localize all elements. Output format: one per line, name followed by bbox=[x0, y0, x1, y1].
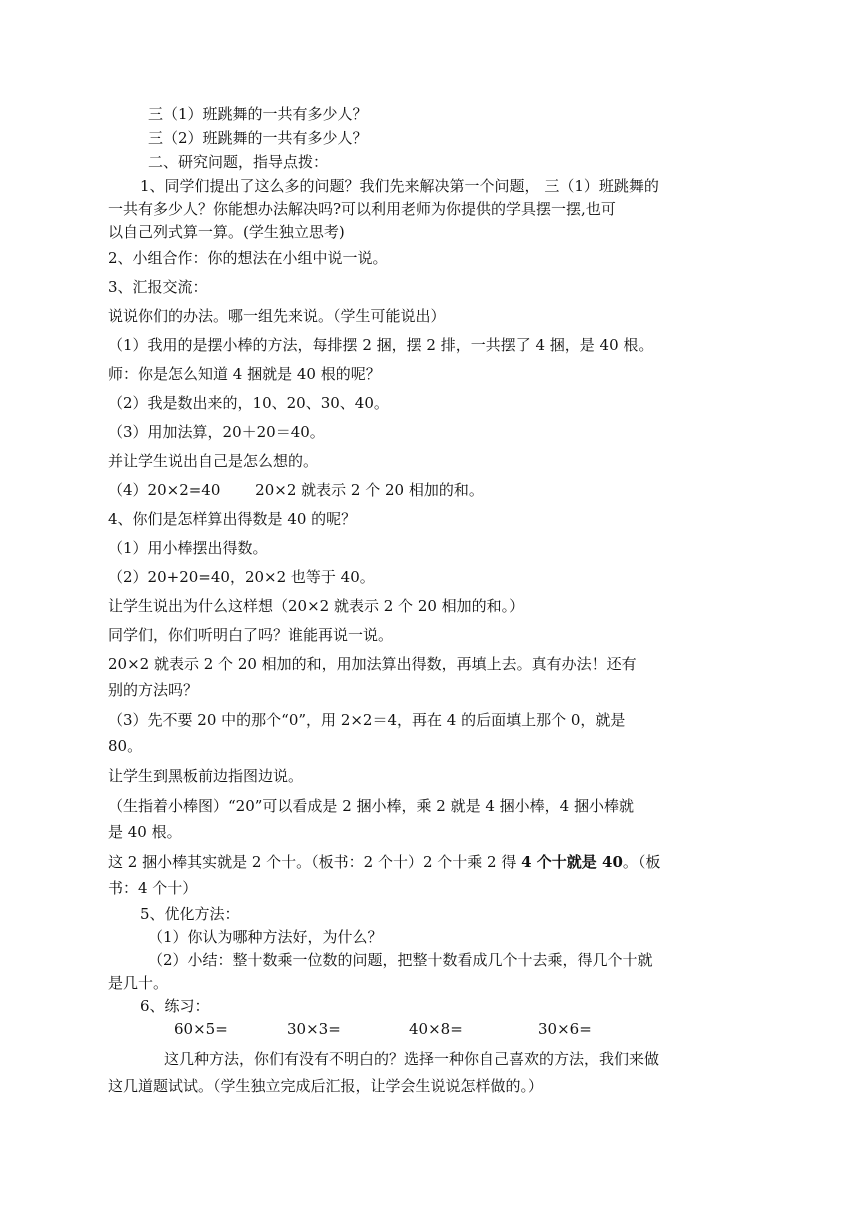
board-note-after: 。（板 bbox=[622, 853, 661, 871]
text-line: 2、小组合作：你的想法在小组中说一说。 bbox=[108, 249, 388, 267]
exercise-item: 30×3= bbox=[287, 1020, 341, 1038]
text-line: 让学生到黑板前边指图边说。 bbox=[108, 767, 304, 785]
text-line: 并让学生说出自己是怎么想的。 bbox=[108, 452, 319, 470]
board-note-before: 这 2 捆小棒其实就是 2 个十。（板书：2 个十）2 个十乘 2 得 bbox=[108, 853, 522, 871]
text-line: 说说你们的办法。哪一组先来说。（学生可能说出） bbox=[108, 307, 446, 325]
board-note-bold: 4 个十就是 40 bbox=[521, 853, 623, 871]
text-line: 3、汇报交流： bbox=[108, 278, 208, 296]
text-line: 20×2 就表示 2 个 20 相加的和，用加法算出得数，再填上去。真有办法！还有 bbox=[108, 655, 637, 673]
text-line: 一共有多少人？你能想办法解决吗?可以利用老师为你提供的学具摆一摆,也可 bbox=[108, 200, 616, 218]
text-line: 师：你是怎么知道 4 捆就是 40 根的呢？ bbox=[108, 365, 381, 383]
text-line: （4）20×2=40 20×2 就表示 2 个 20 相加的和。 bbox=[108, 481, 484, 499]
text-line: 同学们，你们听明白了吗？谁能再说一说。 bbox=[108, 626, 394, 644]
section-heading: 二、研究问题，指导点拨： bbox=[148, 153, 329, 171]
text-line: 1、同学们提出了这么多的问题？我们先来解决第一个问题， 三（1）班跳舞的 bbox=[140, 177, 659, 195]
section-heading: 5、优化方法： bbox=[140, 905, 240, 923]
exercise-item: 40×8= bbox=[409, 1020, 463, 1038]
exercise-item: 30×6= bbox=[538, 1020, 592, 1038]
text-line: 4、你们是怎样算出得数是 40 的呢？ bbox=[108, 510, 357, 528]
text-line: 让学生说出为什么这样想（20×2 就表示 2 个 20 相加的和。） bbox=[108, 597, 525, 615]
text-line: 是几十。 bbox=[108, 974, 169, 992]
text-line: 别的方法吗？ bbox=[108, 681, 199, 699]
text-line: （1）你认为哪种方法好，为什么？ bbox=[148, 928, 383, 946]
text-line: （3）用加法算，20＋20＝40。 bbox=[108, 423, 325, 441]
exercise-row bbox=[0, 1019, 860, 1039]
text-line: （1）用小棒摆出得数。 bbox=[108, 539, 268, 557]
exercise-item: 60×5= bbox=[174, 1020, 228, 1038]
text-line: （2）小结：整十数乘一位数的问题，把整十数看成几个十去乘，得几个十就 bbox=[148, 951, 653, 969]
text-line: 这几道题试试。（学生独立完成后汇报，让学会生说说怎样做的。） bbox=[108, 1077, 544, 1095]
text-line: （1）我用的是摆小棒的方法，每排摆 2 捆，摆 2 排，一共摆了 4 捆，是 40 根。 bbox=[108, 336, 654, 354]
text-line: 三（1）班跳舞的一共有多少人？ bbox=[148, 105, 368, 123]
board-note-line bbox=[108, 852, 660, 872]
text-line: 以自己列式算一算。(学生独立思考) bbox=[108, 223, 345, 241]
text-line: （2）20+20=40，20×2 也等于 40。 bbox=[108, 568, 375, 586]
text-line: （3）先不要 20 中的那个“0”，用 2×2＝4，再在 4 的后面填上那个 0，就是 bbox=[108, 711, 626, 729]
text-line: （2）我是数出来的，10、20、30、40。 bbox=[108, 394, 389, 412]
section-heading: 6、练习： bbox=[140, 997, 210, 1015]
text-line: （生指着小棒图）“20”可以看成是 2 捆小棒，乘 2 就是 4 捆小棒，4 捆小棒就 bbox=[108, 797, 634, 815]
text-line: 书：4 个十） bbox=[108, 879, 198, 897]
text-line: 三（2）班跳舞的一共有多少人？ bbox=[148, 129, 368, 147]
text-line: 这几种方法，你们有没有不明白的？选择一种你自己喜欢的方法，我们来做 bbox=[164, 1050, 660, 1068]
text-line: 80。 bbox=[108, 737, 143, 755]
text-line: 是 40 根。 bbox=[108, 823, 182, 841]
